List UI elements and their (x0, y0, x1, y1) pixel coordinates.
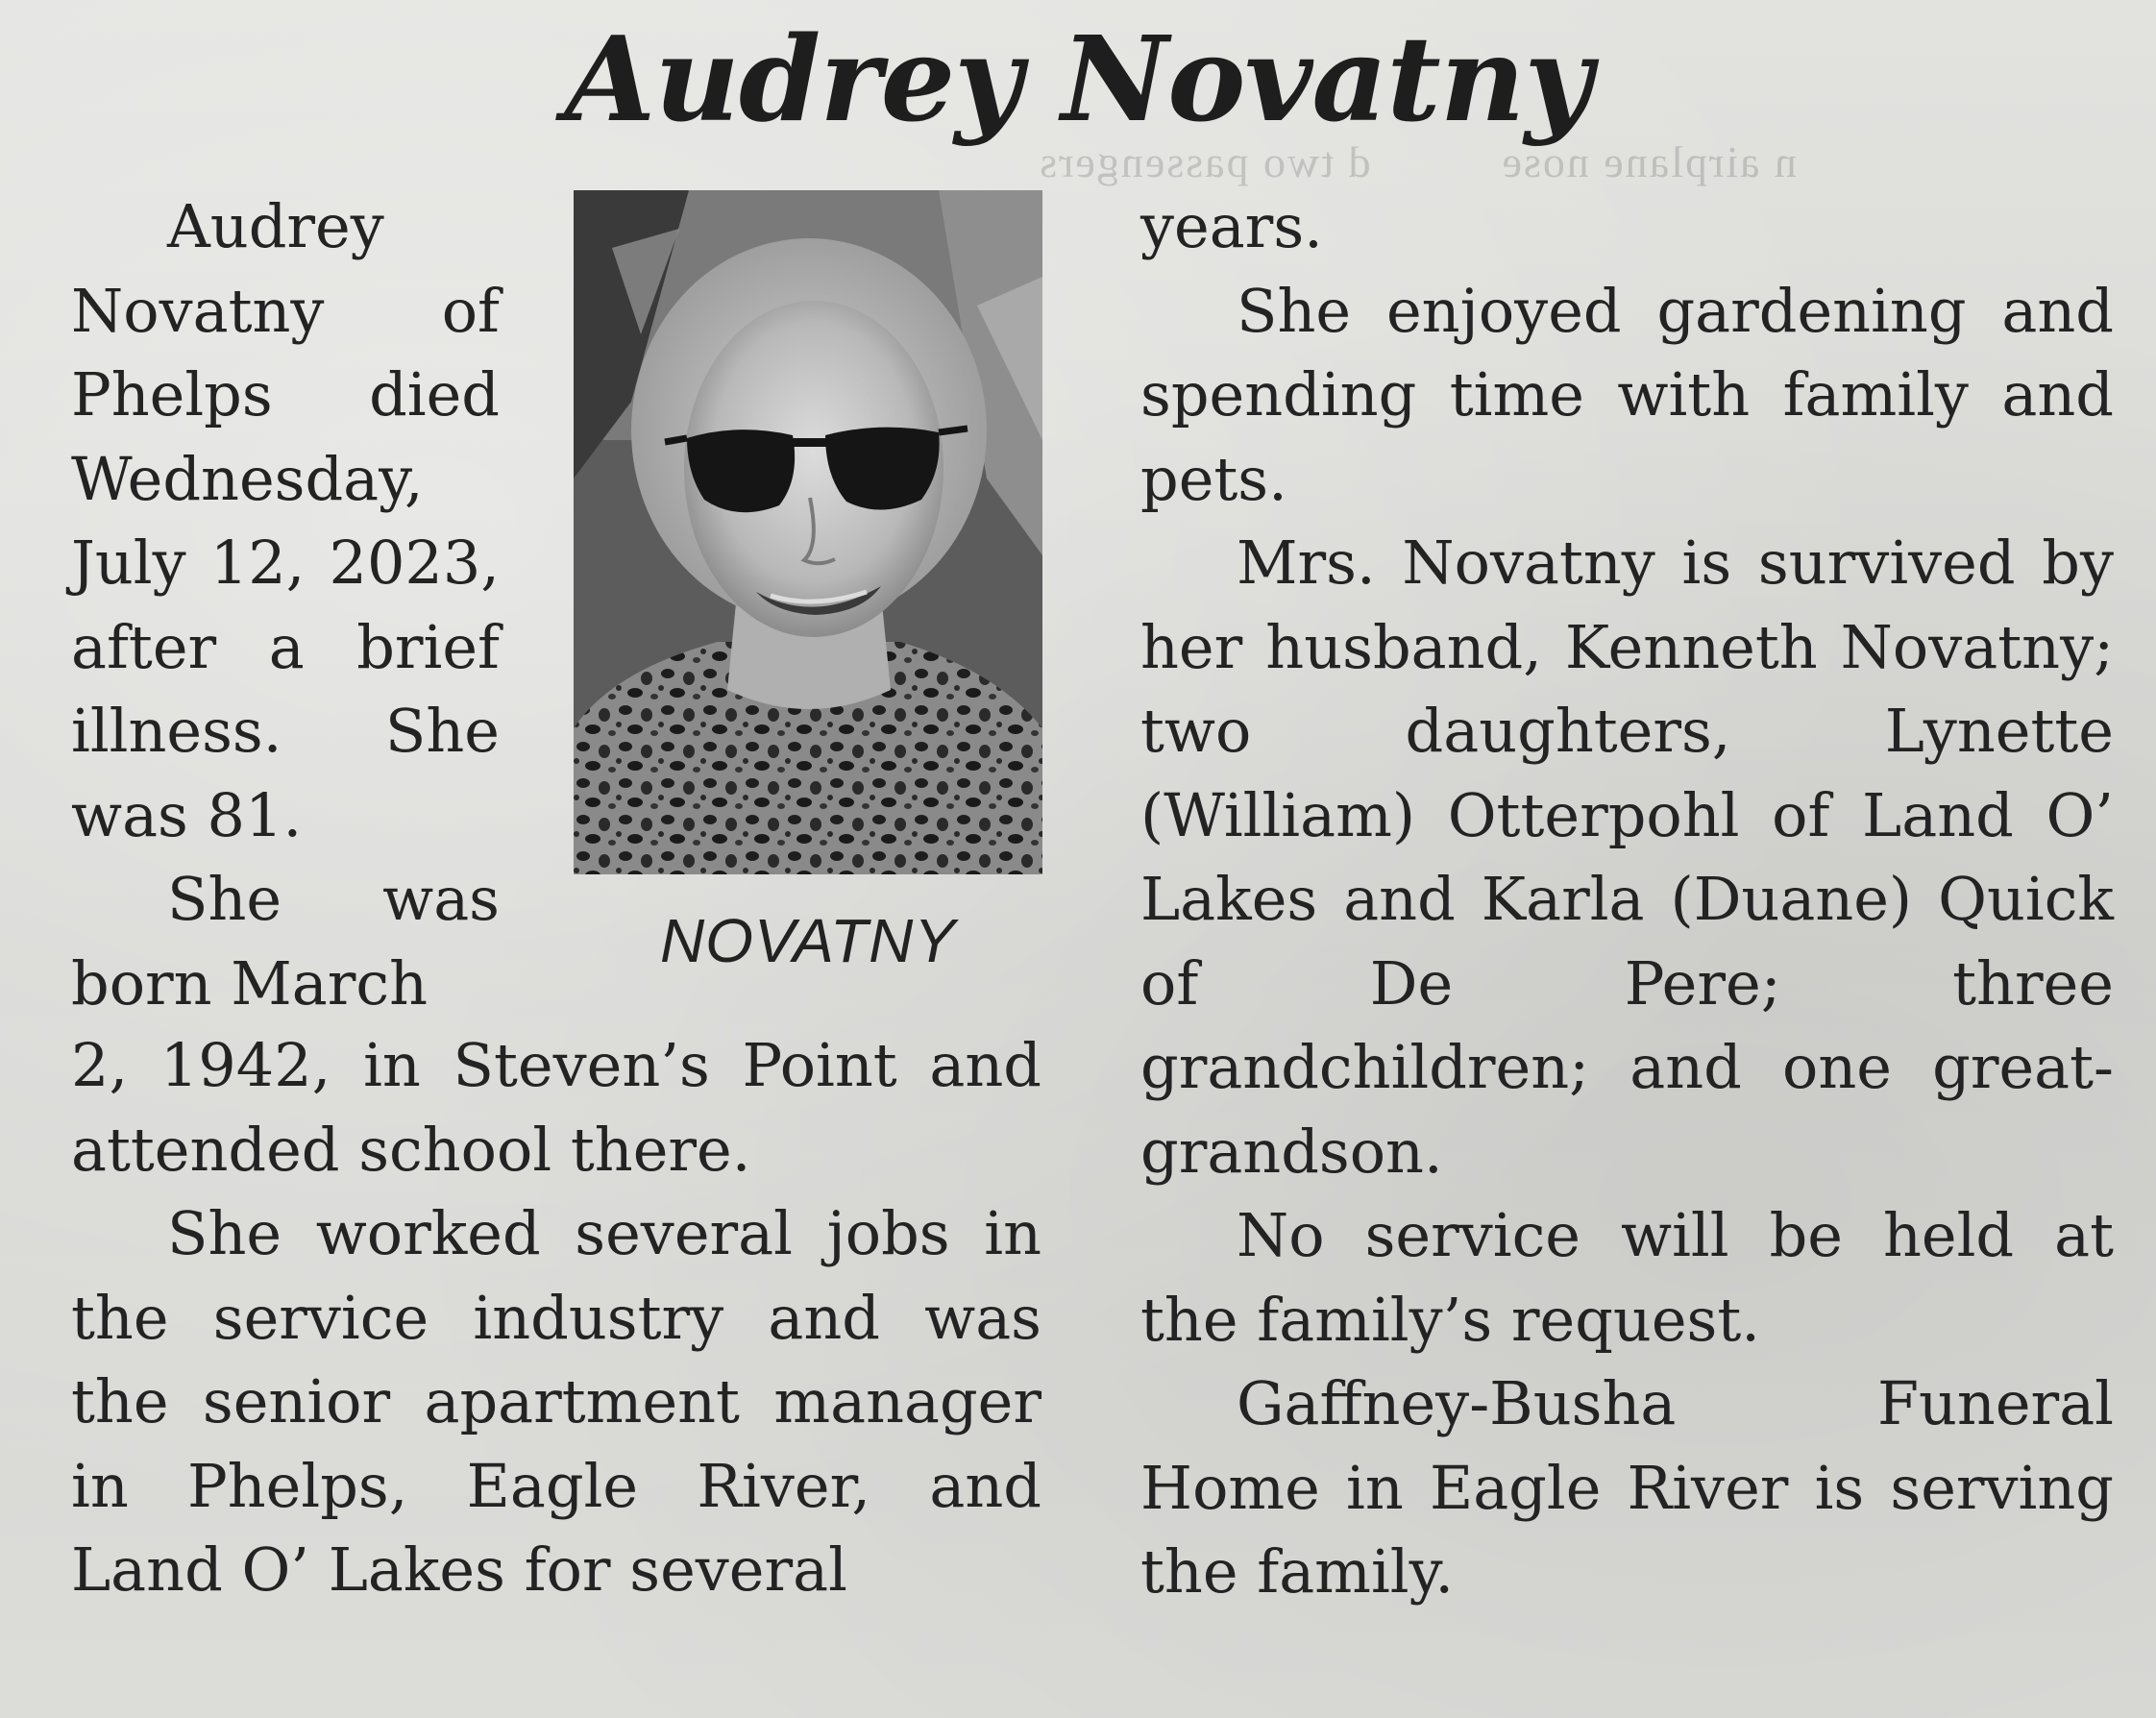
paragraph-service: No service will be held at the family’s request. (1140, 1200, 2114, 1355)
show-through-text: n airplane nose d two passengers (1038, 137, 1797, 186)
paragraph-birth-end: 2, 1942, in Steven’s Point and attended school there. (71, 1030, 1041, 1185)
paragraph-career: She worked several jobs in the service industry and was the senior apartment manager in Phelps, Eagle River, and Land O’ Lakes for several (71, 1198, 1041, 1605)
right-column (1140, 184, 2114, 1614)
paragraph-survivors: Mrs. Novatny is survived by her husband, Kenneth Novatny; two daughters, Lynette (William) Otterpohl of Land O’ Lakes and Karla (Duane) Quick of De Pere; three grandchildren; and one great-grandson. (1140, 528, 2114, 1187)
paragraph-death: Audrey Novatny of Phelps died Wednesday, July 12, 2023, after a brief illness. She was 81. (71, 191, 500, 850)
paragraph-career-end: years. (1140, 191, 1323, 261)
obituary-title: Audrey Novatny (564, 10, 1592, 148)
left-column-top (71, 184, 500, 1025)
left-column-bottom (71, 1023, 1041, 1612)
paragraph-funeral-home: Gaffney-Busha Funeral Home in Eagle River is serving the family. (1140, 1368, 2114, 1607)
portrait-photo (574, 190, 1042, 874)
photo-caption: NOVATNY (659, 906, 957, 975)
paragraph-hobbies: She enjoyed gardening and spending time with family and pets. (1140, 275, 2114, 514)
paragraph-birth-start: She was born March (71, 864, 500, 1019)
